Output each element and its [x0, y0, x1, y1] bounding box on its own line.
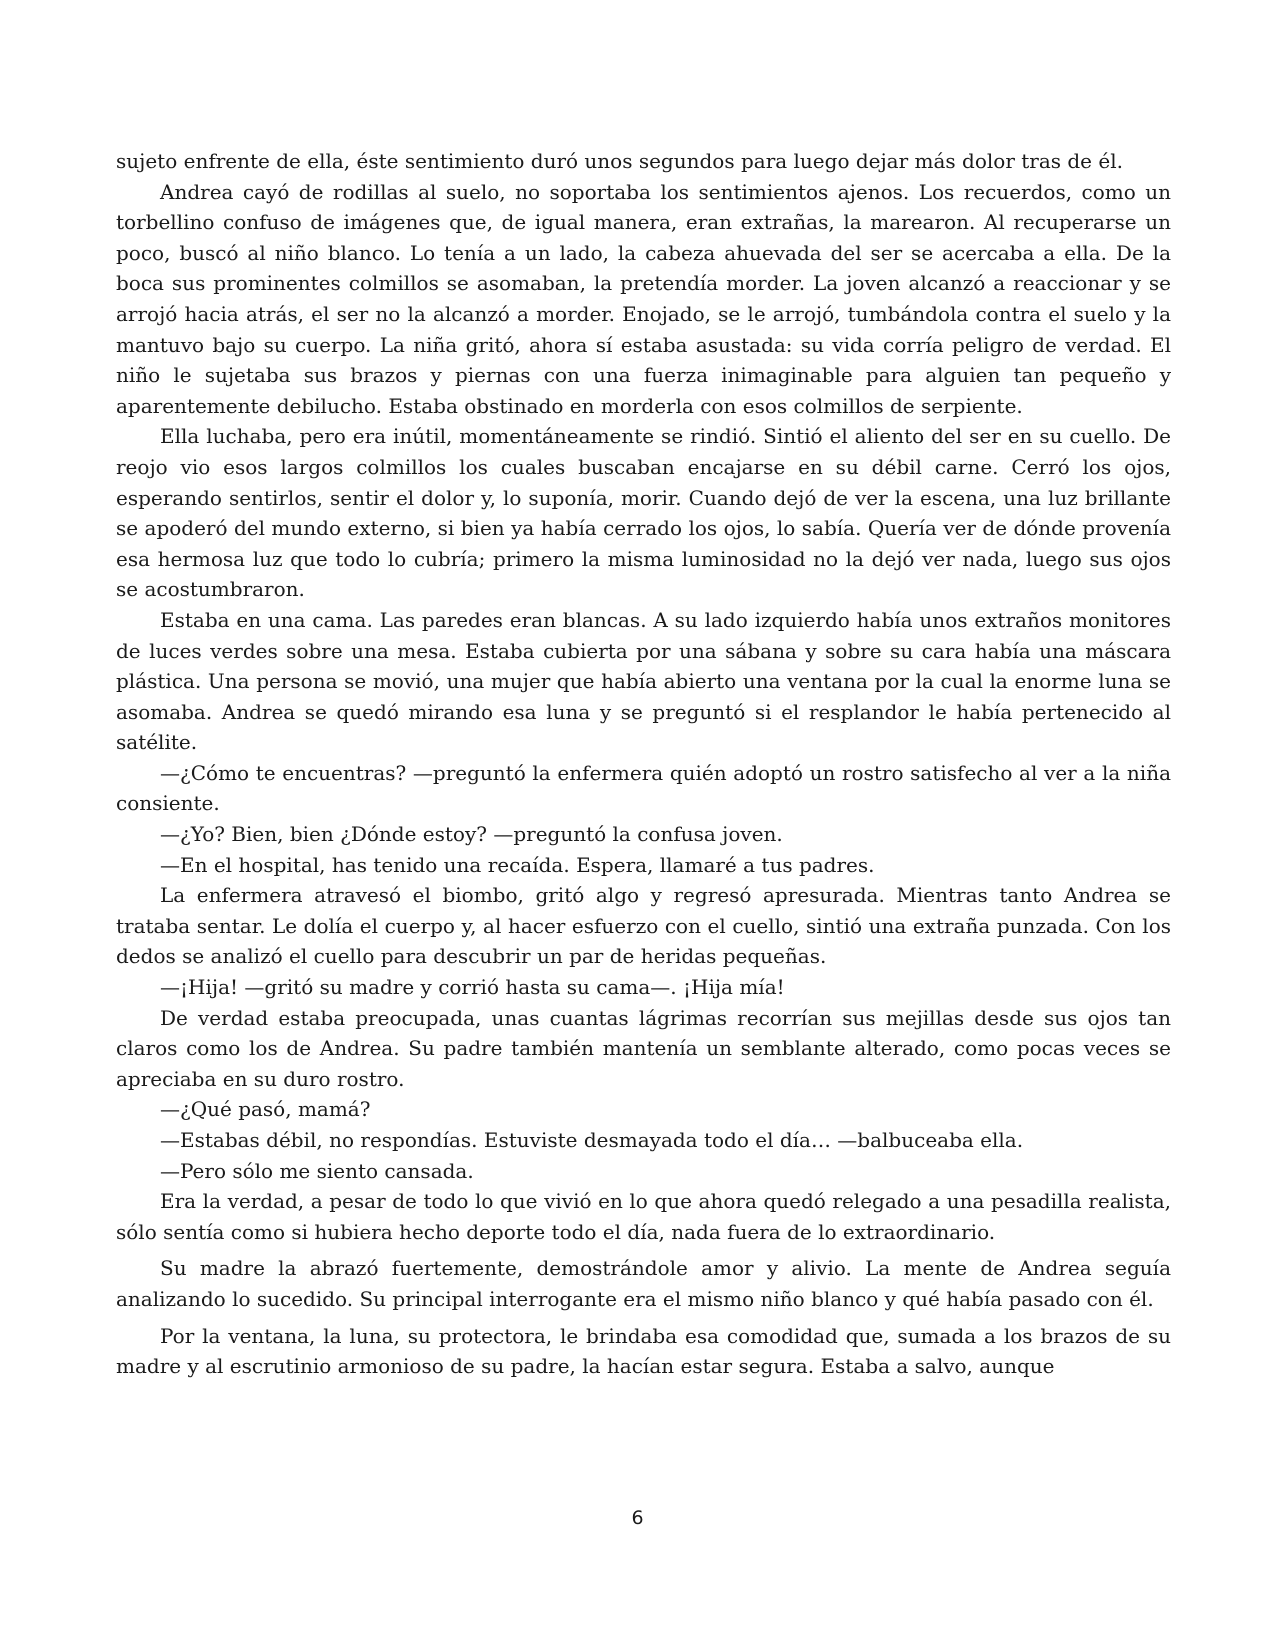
page-number: 6: [631, 1507, 644, 1529]
dialogue-line: —¿Yo? Bien, bien ¿Dónde estoy? —preguntó la confusa joven.: [160, 822, 783, 847]
dialogue-line: —¿Cómo te encuentras? —preguntó la enfermera quién adoptó un rostro satisfecho al ver a la niña consiente.: [116, 760, 1171, 816]
dialogue-line: —Pero sólo me siento cansada.: [160, 1158, 474, 1183]
paragraph: Su madre la abrazó fuertemente, demostrándole amor y alivio. La mente de Andrea seguía analizando lo sucedido. Su principal interrogante era el mismo niño blanco y qué había pasado con él.: [116, 1256, 1171, 1311]
dialogue-line: —¿Qué pasó, mamá?: [160, 1097, 371, 1122]
paragraph: Estaba en una cama. Las paredes eran blancas. A su lado izquierdo había unos extraños monitores de luces verdes sobre una mesa. Estaba cubierta por una sábana y sobre su cara había una máscara plástica. Una persona se movió, una mujer que había abierto una ventana por la cual la enorme luna se asomaba. Andrea se quedó mirando esa luna y se preguntó si el resplandor le había pertenecido al satélite.: [116, 607, 1171, 755]
paragraph: Por la ventana, la luna, su protectora, le brindaba esa comodidad que, sumada a los brazos de su madre y al escrutinio armonioso de su padre, la hacían estar segura. Estaba a salvo, aunque: [116, 1323, 1171, 1379]
paragraph: Ella luchaba, pero era inútil, momentáneamente se rindió. Sintió el aliento del ser en su cuello. De reojo vio esos largos colmillos los cuales buscaban encajarse en su débil carne. Cerró los ojos, esperando sentirlos, sentir el dolor y, lo suponía, morir. Cuando dejó de ver la escena, una luz brillante se apoderó del mundo externo, si bien ya había cerrado los ojos, lo sabía. Quería ver de dónde provenía esa hermosa luz que todo lo cubría; primero la misma luminosidad no la dejó ver nada, luego sus ojos se acostumbraron.: [116, 424, 1171, 602]
paragraph: Era la verdad, a pesar de todo lo que vivió en lo que ahora quedó relegado a una pesadilla realista, sólo sentía como si hubiera hecho deporte todo el día, nada fuera de lo extraordinario.: [116, 1189, 1171, 1244]
page-body: [116, 146, 1171, 1382]
paragraph: De verdad estaba preocupada, unas cuantas lágrimas recorrían sus mejillas desde sus ojos tan claros como los de Andrea. Su padre también mantenía un semblante alterado, como pocas veces se apreciaba en su duro rostro.: [116, 1005, 1171, 1091]
paragraph: Andrea cayó de rodillas al suelo, no soportaba los sentimientos ajenos. Los recuerdos, como un torbellino confuso de imágenes que, de igual manera, eran extrañas, la marearon. Al recuperarse un poco, buscó al niño blanco. Lo tenía a un lado, la cabeza ahuevada del ser se acercaba a ella. De la boca sus prominentes colmillos se asomaban, la pretendía morder. La joven alcanzó a reaccionar y se arrojó hacia atrás, el ser no la alcanzó a morder. Enojado, se le arrojó, tumbándola contra el suelo y la mantuvo bajo su cuerpo. La niña gritó, ahora sí estaba asustada: su vida corría peligro de verdad. El niño le sujetaba sus brazos y piernas con una fuerza inimaginable para alguien tan pequeño y aparentemente debilucho. Estaba obstinado en morderla con esos colmillos de serpiente.: [116, 179, 1171, 418]
dialogue-line: —¡Hija! —gritó su madre y corrió hasta su cama—. ¡Hija mía!: [160, 975, 785, 1000]
paragraph-continuation: sujeto enfrente de ella, éste sentimiento duró unos segundos para luego dejar más dolor tras de él.: [116, 149, 1123, 173]
dialogue-line: —Estabas débil, no respondías. Estuviste desmayada todo el día… —balbuceaba ella.: [160, 1128, 1024, 1152]
dialogue-line: —En el hospital, has tenido una recaída. Espera, llamaré a tus padres.: [160, 852, 875, 877]
paragraph: La enfermera atravesó el biombo, gritó algo y regresó apresurada. Mientras tanto Andrea se trataba sentar. Le dolía el cuerpo y, al hacer esfuerzo con el cuello, sintió una extraña punzada. Con los dedos se analizó el cuello para descubrir un par de heridas pequeñas.: [116, 883, 1171, 969]
